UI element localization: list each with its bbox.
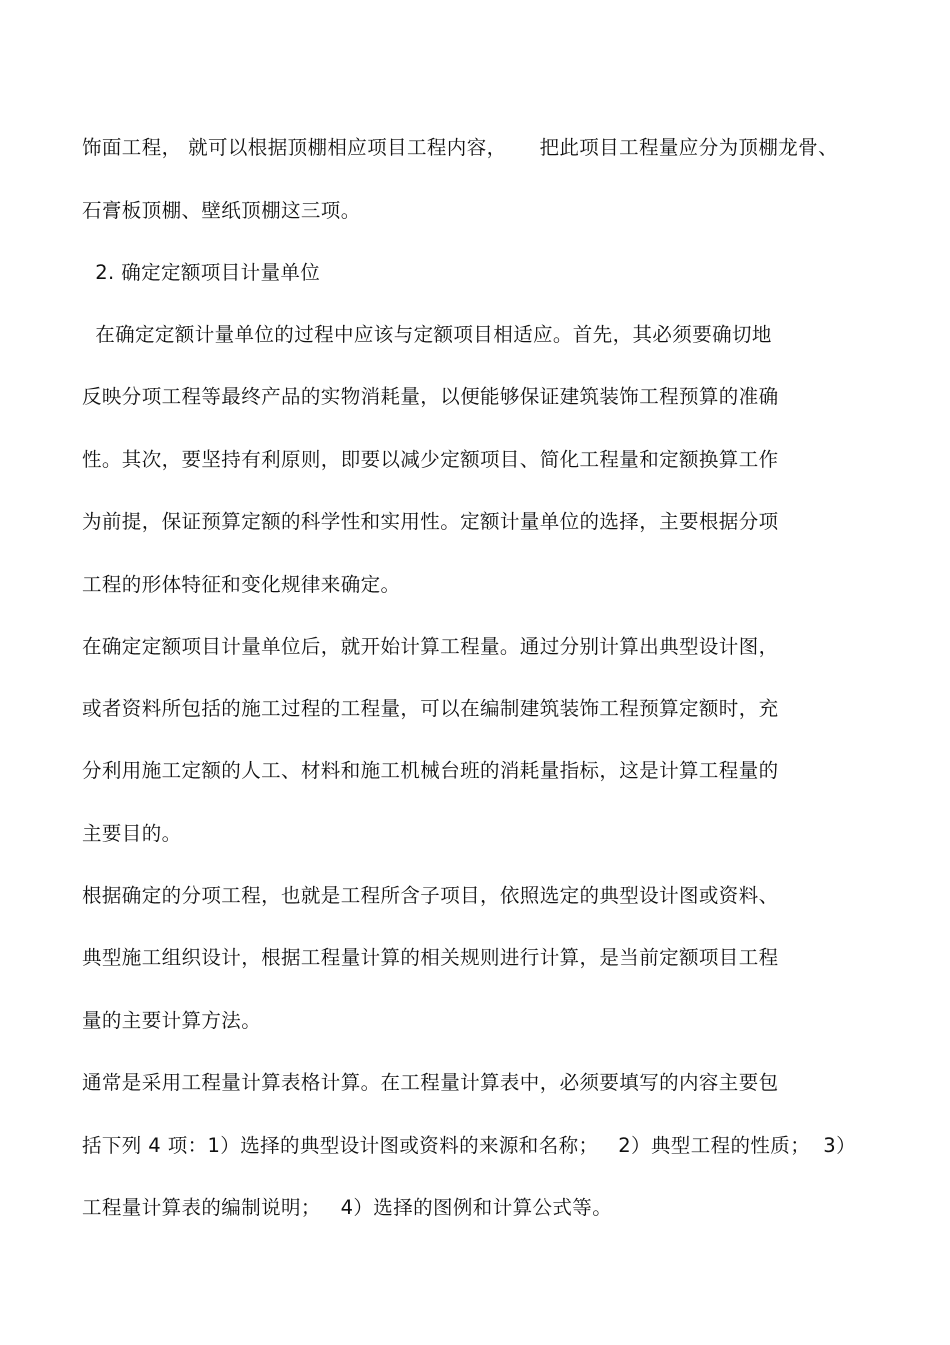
text-line-18: 工程量计算表的编制说明； 4）选择的图例和计算公式等。 bbox=[82, 1196, 613, 1219]
text-line-15: 量的主要计算方法。 bbox=[82, 1009, 262, 1032]
text-line-6: 性。其次，要坚持有利原则，即要以减少定额项目、简化工程量和定额换算工作 bbox=[82, 448, 779, 471]
text-line-4: 在确定定额计量单位的过程中应该与定额项目相适应。首先，其必须要确切地 bbox=[82, 323, 772, 346]
text-line-2: 石膏板顶棚、壁纸顶棚这三项。 bbox=[82, 199, 361, 222]
text-line-9: 在确定定额项目计量单位后，就开始计算工程量。通过分别计算出典型设计图， bbox=[82, 635, 779, 658]
text-line-17: 括下列 4 项：1）选择的典型设计图或资料的来源和名称； 2）典型工程的性质； 3） bbox=[82, 1134, 857, 1157]
text-line-7: 为前提，保证预算定额的科学性和实用性。定额计量单位的选择，主要根据分项 bbox=[82, 510, 779, 533]
text-line-11: 分利用施工定额的人工、材料和施工机械台班的消耗量指标，这是计算工程量的 bbox=[82, 759, 779, 782]
text-line-8: 工程的形体特征和变化规律来确定。 bbox=[82, 573, 401, 596]
text-line-16: 通常是采用工程量计算表格计算。在工程量计算表中，必须要填写的内容主要包 bbox=[82, 1071, 779, 1094]
section-heading: 2. 确定定额项目计量单位 bbox=[82, 261, 321, 284]
text-line-12: 主要目的。 bbox=[82, 822, 182, 845]
text-line-13: 根据确定的分项工程，也就是工程所含子项目，依照选定的典型设计图或资料、 bbox=[82, 884, 779, 907]
text-line-14: 典型施工组织设计，根据工程量计算的相关规则进行计算，是当前定额项目工程 bbox=[82, 946, 779, 969]
text-line-5: 反映分项工程等最终产品的实物消耗量，以便能够保证建筑装饰工程预算的准确 bbox=[82, 385, 779, 408]
text-line-10: 或者资料所包括的施工过程的工程量，可以在编制建筑装饰工程预算定额时，充 bbox=[82, 697, 779, 720]
text-line-1: 饰面工程， 就可以根据顶棚相应项目工程内容， 把此项目工程量应分为顶棚龙骨、 bbox=[82, 136, 838, 159]
